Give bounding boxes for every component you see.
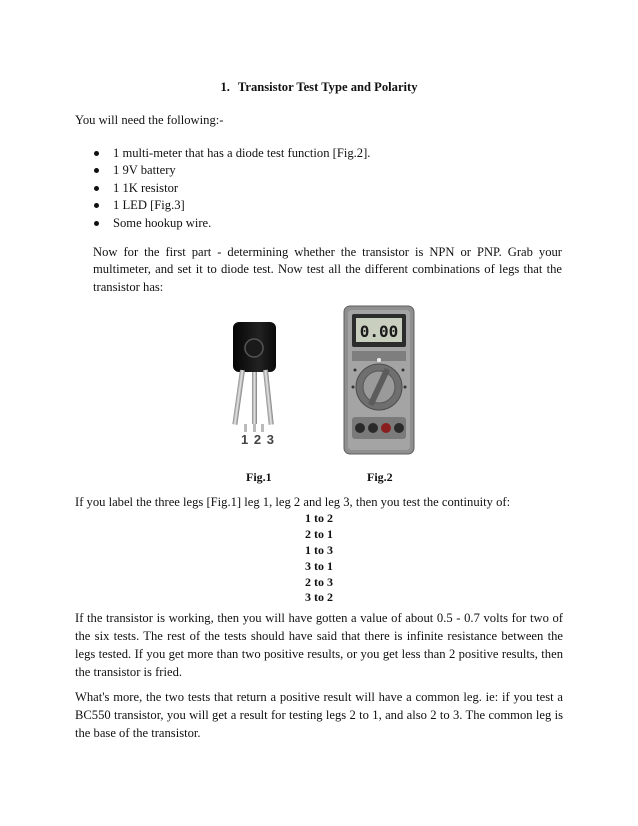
list-item: 1 multi-meter that has a diode test function [Fig.2]. (93, 145, 370, 162)
leg-labels: 1 2 3 (241, 432, 275, 447)
figure-multimeter (343, 305, 415, 455)
label-legs-sentence: If you label the three legs [Fig.1] leg 1, leg 2 and leg 3, then you test the continuity of: (75, 495, 511, 509)
list-item: 1 to 2 (305, 511, 333, 525)
requirements-list (93, 145, 370, 232)
meter-display: 0.00 (359, 322, 399, 341)
intro-text: You will need the following:- (75, 113, 224, 127)
paragraph-intro-test: Now for the first part - determining whether the transistor is NPN or PNP. Grab your multimeter, and set it to diode test. Now test all the different combinations of legs that the transistor has: (93, 245, 562, 294)
list-item: 2 to 3 (305, 574, 333, 589)
figure-2-caption: Fig.2 (367, 470, 393, 484)
list-item: 1 to 3 (305, 542, 333, 557)
multimeter-image (343, 305, 415, 455)
list-item: 3 to 1 (305, 558, 333, 573)
section-heading (0, 80, 638, 95)
list-item: 1 9V battery (93, 162, 370, 179)
figure-transistor (230, 318, 290, 448)
figure-1-caption: Fig.1 (246, 470, 272, 484)
list-item: 3 to 2 (305, 590, 333, 605)
transistor-image (230, 318, 290, 448)
list-item: 1 LED [Fig.3] (93, 197, 370, 214)
section-number: 1. (220, 80, 230, 94)
section-title: Transistor Test Type and Polarity (237, 80, 418, 94)
list-item: 2 to 1 (305, 526, 333, 541)
paragraph-results: If the transistor is working, then you will have gotten a value of about 0.5 - 0.7 volts for two of the six tests. The rest of the tests should have said that there is infinite resistance between the legs tested. If you get more than two positive results, or you get less than 2 positive results, then the transistor is fried. (75, 611, 563, 679)
test-combinations-list (0, 511, 638, 606)
paragraph-common-leg: What's more, the two tests that return a positive result will have a common leg. ie: if you test a BC550 transistor, you will get a result for testing legs 2 to 1, and also 2 to 3. The common leg is the base of the transistor. (75, 690, 563, 740)
list-item: 1 1K resistor (93, 180, 370, 197)
list-item: Some hookup wire. (93, 215, 370, 232)
